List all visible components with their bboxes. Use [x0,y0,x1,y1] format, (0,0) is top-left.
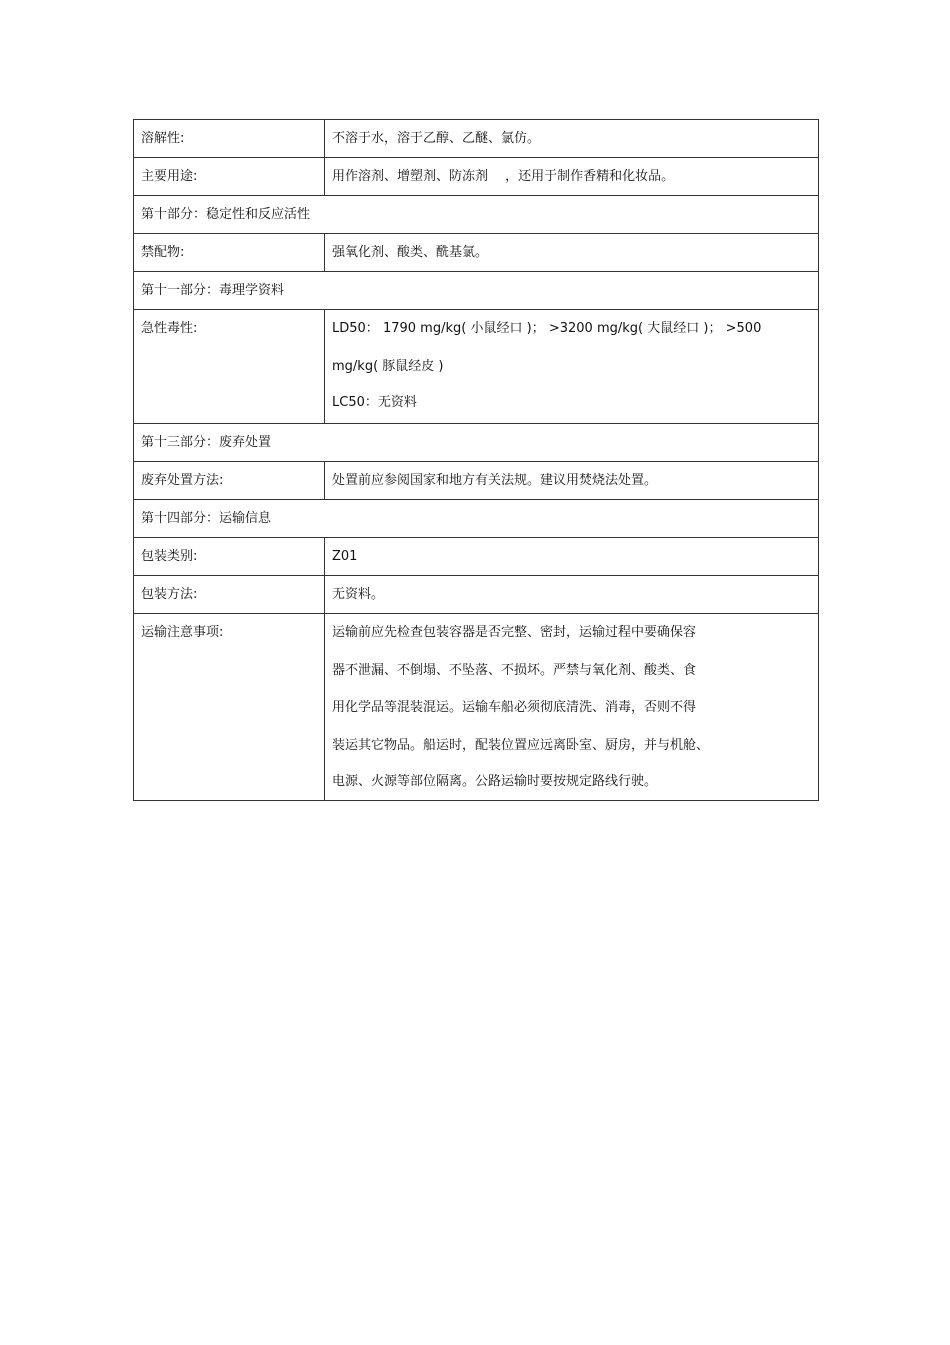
acute-toxicity-line-2: mg/kg( 豚鼠经皮 ) [332,358,444,374]
table-row-package-class [134,538,819,576]
package-method-value: 无资料。 [325,576,819,614]
transport-notes-line: 装运其它物品。船运时，配装位置应远离卧室、厨房，并与机舱、 [332,737,710,753]
ld50-part: )； [703,321,722,336]
transport-notes-line: 器不泄漏、不倒塌、不坠落、不损坏。严禁与氧化剂、酸类、食 [332,662,697,678]
acute-toxicity-line-1 [332,310,811,348]
table-row-incompatible [134,234,819,272]
table-row-transport-notes [134,614,819,801]
table-row-acute-toxicity [134,310,819,424]
table-row-disposal [134,462,819,500]
table-row-section-11 [134,272,819,310]
ld50-part: mg/kg( [596,321,644,336]
transport-notes-line: 电源、火源等部位隔离。公路运输时要按规定路线行驶。 [332,774,658,789]
package-class-label: 包装类别: [134,538,325,576]
section-heading-11: 第十一部分：毒理学资料 [134,272,819,310]
ld50-part: >3200 [548,321,593,336]
transport-notes-line: 运输前应先检查包装容器是否完整、密封，运输过程中要确保容 [332,625,697,640]
disposal-value: 处置前应参阅国家和地方有关法规。建议用焚烧法处置。 [325,462,819,500]
package-method-label: 包装方法: [134,576,325,614]
section-heading-13: 第十三部分：废弃处置 [134,424,819,462]
table-row-section-10 [134,196,819,234]
transport-notes-line: 用化学品等混装混运。运输车船必须彻底清洗、消毒，否则不得 [332,700,697,715]
table-row-package-method [134,576,819,614]
table-row-solubility [134,120,819,158]
section-heading-14: 第十四部分：运输信息 [134,500,819,538]
main-use-label: 主要用途: [134,158,325,196]
section-heading-10: 第十部分：稳定性和反应活性 [134,196,819,234]
disposal-label: 废弃处置方法: [134,462,325,500]
transport-notes-label: 运输注意事项: [134,614,325,801]
solubility-label: 溶解性: [134,120,325,158]
table-row-section-13 [134,424,819,462]
acute-toxicity-value [325,310,819,424]
ld50-part: LD50： [332,321,379,336]
ld50-part: 小鼠经口 [470,321,523,336]
ld50-part: >500 [725,321,762,336]
transport-notes-value [325,614,819,801]
table-row-main-use [134,158,819,196]
incompatible-label: 禁配物: [134,234,325,272]
table-row-section-14 [134,500,819,538]
ld50-part: 大鼠经口 [647,321,700,336]
msds-table [133,119,819,801]
main-use-value: 用作溶剂、增塑剂、防冻剂 ，还用于制作香精和化妆品。 [325,158,819,196]
ld50-part: mg/kg( [420,321,467,336]
ld50-part: 1790 [382,321,417,336]
acute-toxicity-label: 急性毒性: [134,310,325,424]
acute-toxicity-line-3: LC50：无资料 [332,395,417,410]
package-class-value: Z01 [325,538,819,576]
ld50-part: )； [526,321,545,336]
incompatible-value: 强氧化剂、酸类、酰基氯。 [325,234,819,272]
solubility-value: 不溶于水，溶于乙醇、乙醚、氯仿。 [325,120,819,158]
